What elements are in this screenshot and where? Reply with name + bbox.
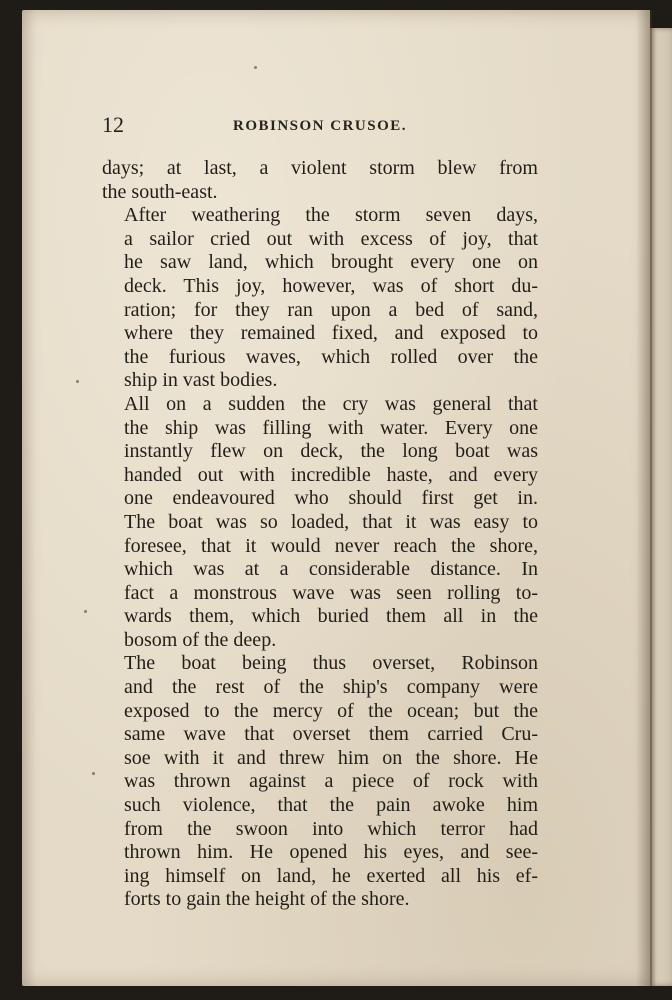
text-line: The boat was so loaded, that it was easy to xyxy=(124,510,538,533)
text-line: days; at last, a violent storm blew from xyxy=(102,157,538,179)
text-line: the ship was filling with water. Every one xyxy=(124,416,538,439)
text-line: same wave that overset them carried Cru- xyxy=(124,723,538,746)
paper-speck xyxy=(84,610,87,613)
paragraph xyxy=(102,157,538,204)
text-line: thrown him. He opened his eyes, and see- xyxy=(124,841,538,864)
running-title: ROBINSON CRUSOE. xyxy=(232,118,408,134)
text-line: exposed to the mercy of the ocean; but the xyxy=(124,699,538,722)
text-line: was thrown against a piece of rock with xyxy=(124,770,538,793)
gutter-shadow xyxy=(636,10,652,986)
text-line: forts to gain the height of the shore. xyxy=(124,888,410,911)
facing-page-edge xyxy=(650,28,672,986)
text-line: wards them, which buried them all in the xyxy=(124,605,538,628)
text-line: from the swoon into which terror had xyxy=(124,817,538,840)
page-header xyxy=(102,112,538,138)
text-line: the furious waves, which rolled over the xyxy=(124,345,538,368)
text-line: soe with it and threw him on the shore. He xyxy=(124,746,538,769)
text-line: ration; for they ran upon a bed of sand, xyxy=(124,298,538,321)
text-line: All on a sudden the cry was general that xyxy=(124,392,538,415)
paper-speck xyxy=(254,66,257,69)
text-line: deck. This joy, however, was of short du- xyxy=(124,274,538,297)
page-number: 12 xyxy=(102,112,124,137)
text-line: where they remained fixed, and exposed to xyxy=(124,322,538,345)
paragraph xyxy=(102,204,538,393)
text-line: ship in vast bodies. xyxy=(124,369,278,392)
text-line: a sailor cried out with excess of joy, that xyxy=(124,227,538,250)
paper-speck xyxy=(92,772,95,775)
text-line: bosom of the deep. xyxy=(124,628,277,651)
body-text xyxy=(102,157,538,912)
text-line: one endeavoured who should first get in. xyxy=(124,487,538,510)
text-line: The boat being thus overset, Robinson xyxy=(124,652,538,675)
text-line: the south-east. xyxy=(102,180,218,203)
text-line: foresee, that it would never reach the shore, xyxy=(124,534,538,557)
text-line: fact a monstrous wave was seen rolling to- xyxy=(124,581,538,604)
paper-speck xyxy=(76,380,79,383)
text-line: such violence, that the pain awoke him xyxy=(124,794,538,817)
paragraph xyxy=(102,652,538,912)
text-line: After weathering the storm seven days, xyxy=(124,204,538,227)
text-line: ing himself on land, he exerted all his ef- xyxy=(124,864,538,887)
text-line: which was at a considerable distance. In xyxy=(124,558,538,581)
text-line: and the rest of the ship's company were xyxy=(124,676,538,699)
text-line: handed out with incredible haste, and every xyxy=(124,463,538,486)
text-line: he saw land, which brought every one on xyxy=(124,251,538,274)
paragraph xyxy=(102,393,538,653)
text-line: instantly flew on deck, the long boat was xyxy=(124,440,538,463)
